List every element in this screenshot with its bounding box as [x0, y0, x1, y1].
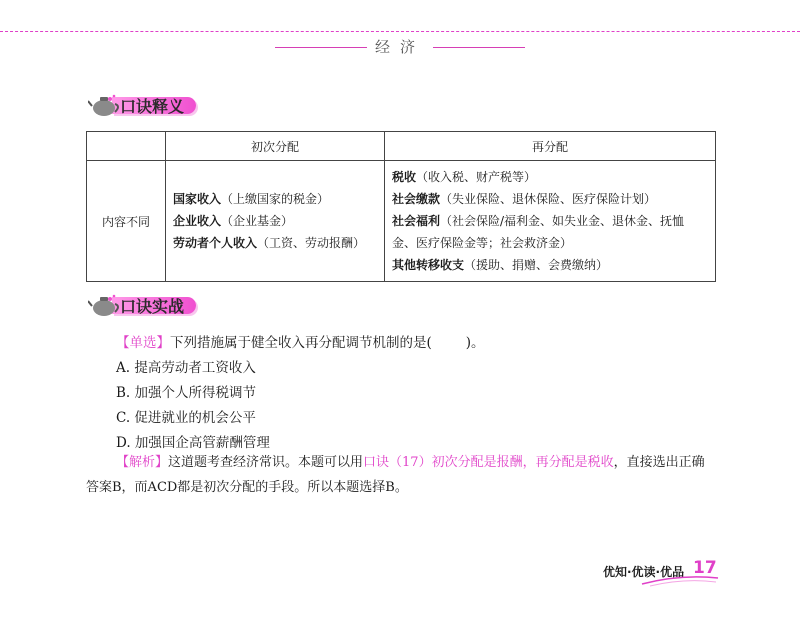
question-type-tag: 【单选】	[116, 335, 170, 351]
item-note: （收入税、财产税等）	[416, 170, 537, 184]
analysis-paragraph	[86, 450, 716, 500]
page-header-title: 经济	[374, 38, 425, 56]
option-a: A. 提高劳动者工资收入	[116, 360, 256, 376]
item-note: （援助、捐赠、会费缴纳）	[464, 258, 609, 272]
table-header-row	[87, 132, 716, 161]
header-rule-left	[275, 47, 367, 48]
mnemonic-highlight: 口诀（17）初次分配是报酬，再分配是税收	[363, 455, 614, 470]
analysis-text: ，直接选出正确答案B，而ACD都是初次分配的手段。所以本题选择B。	[86, 455, 705, 495]
list-item	[173, 232, 377, 254]
item-note: 金、医疗保险金等；社会救济金）	[392, 236, 573, 250]
section-heading-practice	[86, 292, 216, 318]
list-item	[392, 188, 708, 210]
item-note: （上缴国家的税金）	[221, 192, 330, 206]
top-dashed-border	[0, 31, 800, 32]
section-title-explain: 口诀释义	[120, 97, 185, 116]
option-b: B. 加强个人所得税调节	[116, 385, 257, 401]
item-term: 税收	[392, 170, 417, 184]
list-item	[392, 254, 708, 276]
table-header-cell: 初次分配	[166, 132, 385, 161]
list-item	[173, 188, 377, 210]
item-term: 国家收入	[173, 192, 222, 206]
page-number: 17	[693, 558, 717, 578]
list-item	[392, 210, 708, 232]
first-distribution-cell	[166, 161, 385, 282]
item-term: 劳动者个人收入	[173, 236, 258, 250]
item-note: （社会保险/福利金、如失业金、退休金、抚恤	[440, 214, 685, 228]
option-c: C. 促进就业的机会公平	[116, 410, 256, 426]
item-note: （工资、劳动报酬）	[257, 236, 366, 250]
teapot-icon	[88, 92, 124, 118]
item-term: 社会福利	[392, 214, 441, 228]
redistribution-cell	[385, 161, 716, 282]
item-note: （企业基金）	[221, 214, 294, 228]
item-note: （失业保险、退休保险、医疗保险计划）	[440, 192, 657, 206]
section-title-practice: 口诀实战	[120, 297, 185, 316]
analysis-text: 这道题考查经济常识。本题可以用	[168, 455, 364, 470]
header-rule-right	[433, 47, 525, 48]
question-text-end: )。	[465, 335, 485, 351]
row-label: 内容不同	[87, 161, 166, 282]
table-row	[87, 161, 716, 282]
section-heading-explain	[86, 92, 216, 118]
teapot-icon	[88, 292, 124, 318]
item-term: 社会缴款	[392, 192, 441, 206]
question-stem	[116, 331, 485, 351]
item-term: 其他转移收支	[392, 258, 465, 272]
table-header-cell	[87, 132, 166, 161]
table-header-cell: 再分配	[385, 132, 716, 161]
question-text: 下列措施属于健全收入再分配调节机制的是(	[170, 335, 432, 351]
list-item	[173, 210, 377, 232]
list-item-continued	[392, 232, 708, 254]
distribution-table	[86, 131, 716, 282]
option-d: D. 加强国企高管薪酬管理	[116, 435, 270, 451]
footer-slogan: 优知·优读·优品	[603, 565, 685, 579]
list-item	[392, 166, 708, 188]
analysis-tag: 【解析】	[116, 455, 169, 470]
item-term: 企业收入	[173, 214, 222, 228]
